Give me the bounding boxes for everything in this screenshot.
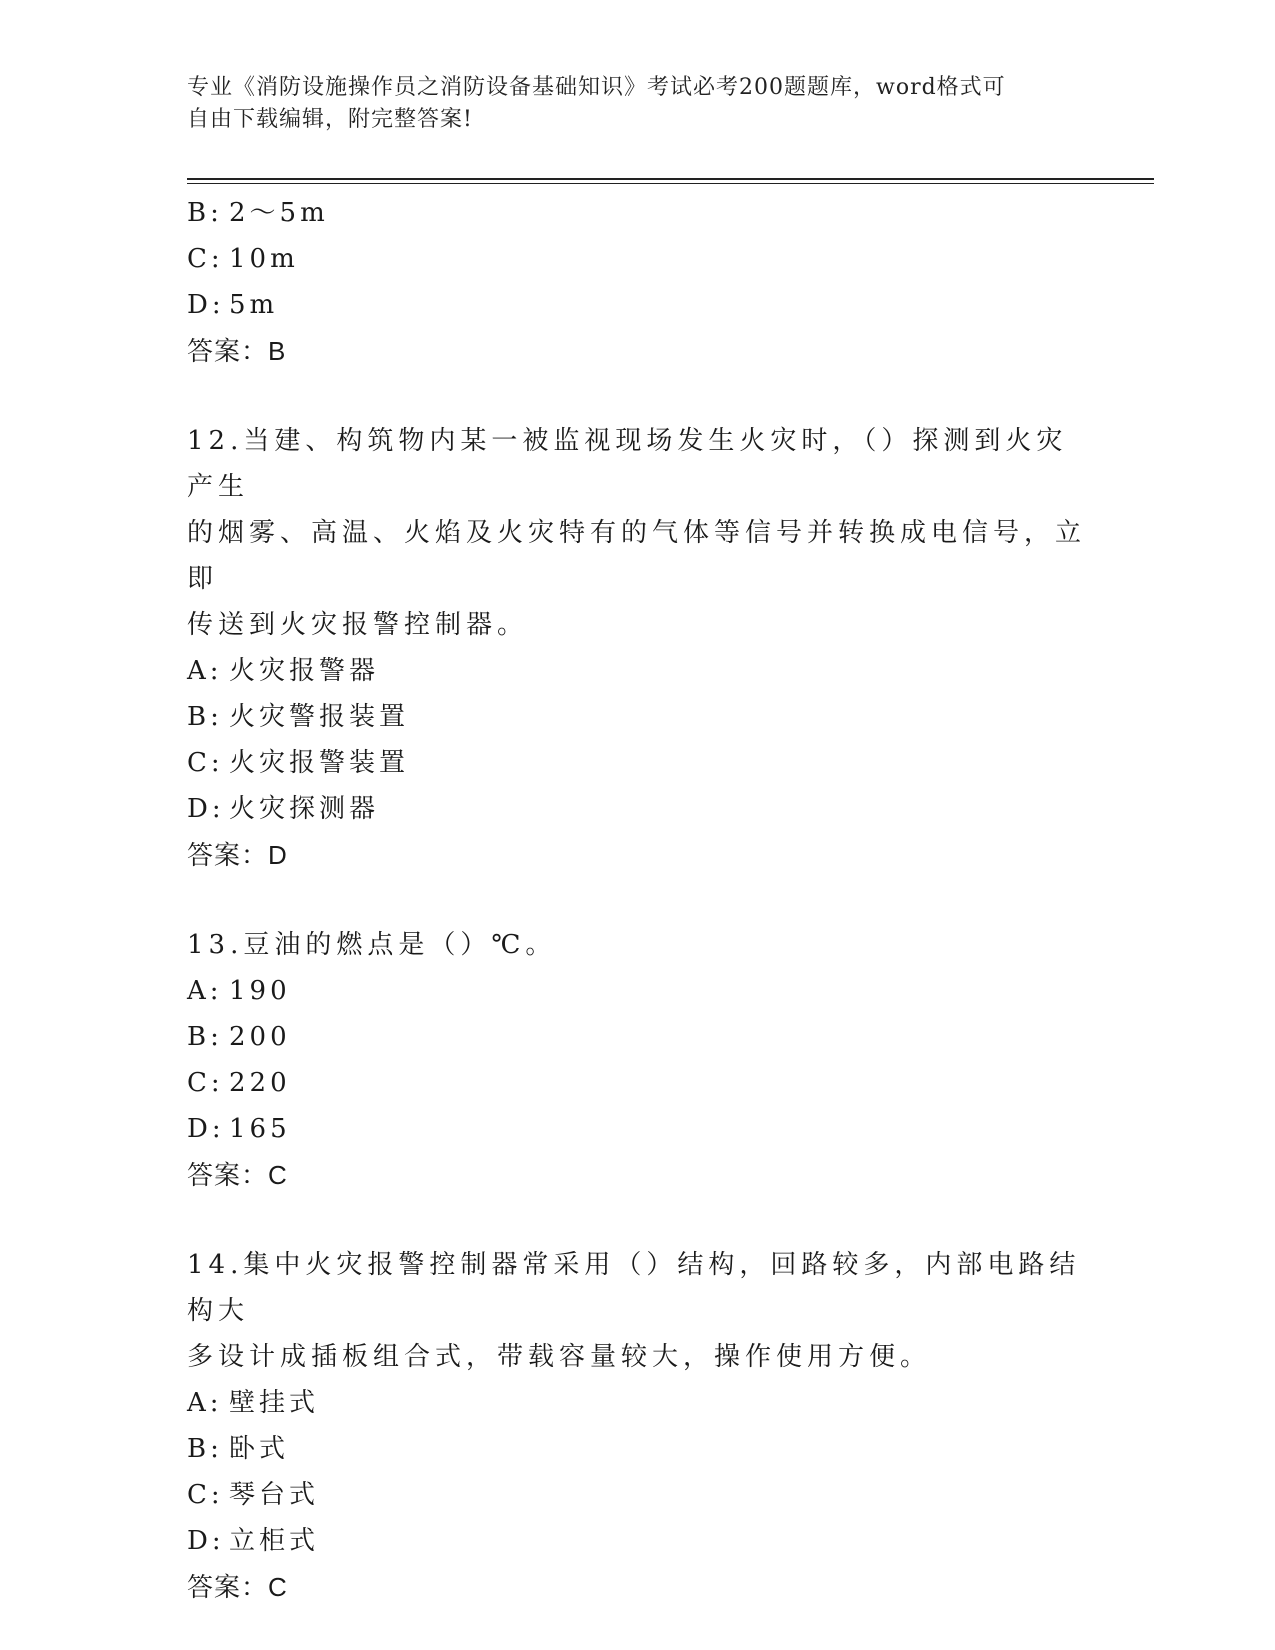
header-divider-thick xyxy=(187,178,1154,180)
option-c: C: 220 xyxy=(187,1068,291,1098)
option-d: D: 165 xyxy=(187,1114,291,1144)
spacer xyxy=(187,878,1087,922)
question-14 xyxy=(187,1242,1087,1610)
option-c: C: 10m xyxy=(187,244,299,274)
option-d: D: 5m xyxy=(187,290,279,320)
question-stem-line: 14.集中火灾报警控制器常采用（）结构，回路较多，内部电路结构大 xyxy=(187,1250,1081,1326)
answer-line: 答案：D xyxy=(187,840,288,870)
header-line-2: 自由下载编辑，附完整答案! xyxy=(187,107,473,132)
question-stem-line: 多设计成插板组合式，带载容量较大，操作使用方便。 xyxy=(187,1342,932,1372)
question-13 xyxy=(187,922,1087,1198)
option-d: D: 立柜式 xyxy=(187,1526,320,1556)
header-line-1: 专业《消防设施操作员之消防设备基础知识》考试必考200题题库，word格式可 xyxy=(187,75,1006,100)
answer-line: 答案：B xyxy=(187,336,287,366)
answer-line: 答案：C xyxy=(187,1572,288,1602)
spacer xyxy=(187,1198,1087,1242)
answer-line: 答案：C xyxy=(187,1160,288,1190)
option-b: B: 200 xyxy=(187,1022,291,1052)
option-b: B: 卧式 xyxy=(187,1434,290,1464)
option-b: B: 2～5m xyxy=(187,198,329,228)
option-b: B: 火灾警报装置 xyxy=(187,702,410,732)
option-c: C: 琴台式 xyxy=(187,1480,320,1510)
header-divider-thin xyxy=(187,183,1154,184)
question-stem-line: 12.当建、构筑物内某一被监视现场发生火灾时，（）探测到火灾产生 xyxy=(187,426,1068,502)
question-stem-line: 13.豆油的燃点是（）℃。 xyxy=(187,930,557,960)
option-a: A: 190 xyxy=(187,976,291,1006)
question-stem-line: 传送到火灾报警控制器。 xyxy=(187,610,529,640)
question-11-continued xyxy=(187,190,1087,374)
option-d: D: 火灾探测器 xyxy=(187,794,380,824)
document-header xyxy=(187,72,1067,136)
spacer xyxy=(187,374,1087,418)
question-12 xyxy=(187,418,1087,878)
option-a: A: 火灾报警器 xyxy=(187,656,380,686)
option-a: A: 壁挂式 xyxy=(187,1388,320,1418)
question-content xyxy=(187,190,1087,1610)
question-stem-line: 的烟雾、高温、火焰及火灾特有的气体等信号并转换成电信号，立即 xyxy=(187,518,1087,594)
option-c: C: 火灾报警装置 xyxy=(187,748,410,778)
